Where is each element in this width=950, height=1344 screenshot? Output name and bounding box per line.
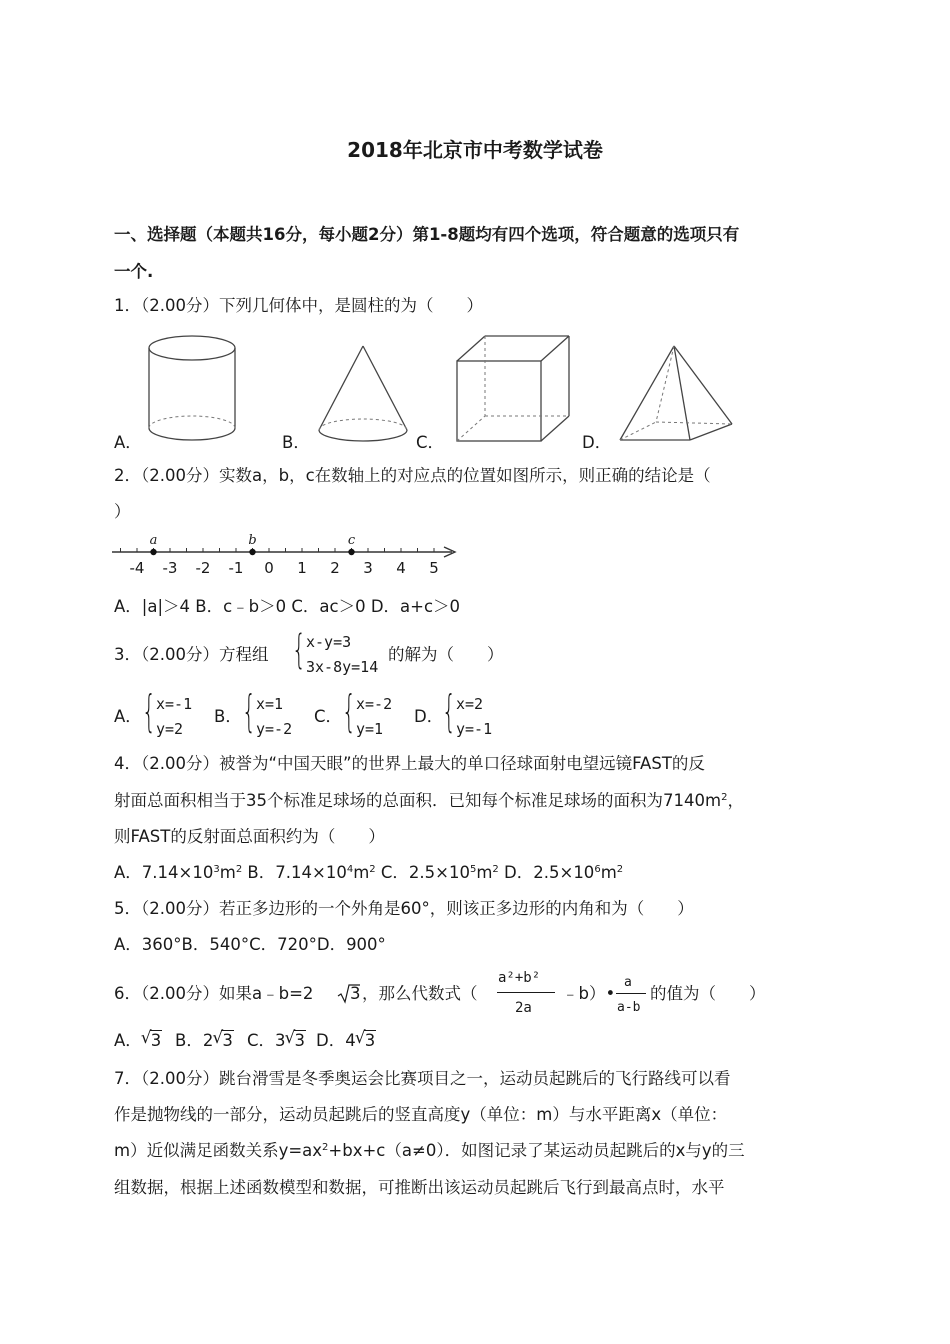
number-line-tick-label: -3 — [162, 559, 178, 577]
q3-option-b-label: B． — [214, 707, 242, 726]
q6-mid: ，那么代数式（ — [362, 984, 478, 1003]
q6-frac2-numerator: a — [624, 975, 632, 990]
q6-frac2-denominator: a-b — [617, 1000, 641, 1015]
q4-line3: 则FAST的反射面总面积约为（ ） — [114, 827, 385, 846]
q3-option-c-line2: y=1 — [356, 720, 384, 738]
q3-option-a-label: A． — [114, 707, 142, 726]
q2-options: A．|a|＞4 B．c﹣b＞0 C．ac＞0 D．a+c＞0 — [114, 597, 461, 616]
page-title: 2018年北京市中考数学试卷 — [347, 138, 603, 162]
q1-option-a-label: A． — [114, 433, 142, 452]
number-line-tick-label: -2 — [195, 559, 211, 577]
q6-frac-denominator: 2a — [515, 1000, 532, 1016]
q7-line4: 组数据，根据上述函数模型和数据，可推断出该运动员起跳后飞行到最高点时，水平 — [114, 1178, 725, 1197]
q6-fraction-bar — [497, 992, 555, 993]
cylinder-figure — [146, 334, 238, 446]
q6-option-b: B．2 √ 3 — [175, 1028, 233, 1050]
q5-stem: 5．（2.00分）若正多边形的一个外角是60°，则该正多边形的内角和为（ ） — [114, 899, 694, 918]
q3-eq2: 3x-8y=14 — [306, 658, 379, 676]
number-line-figure — [112, 532, 462, 580]
q6-option-c: C．3 √ 3 — [247, 1028, 306, 1050]
number-line-tick-label: 5 — [429, 559, 439, 577]
number-line-tick-label: 4 — [396, 559, 406, 577]
q6-option-a: A． √ 3 — [114, 1028, 162, 1050]
cube-figure — [454, 334, 574, 444]
q3-option-d-brace: { — [442, 686, 456, 737]
number-line-tick-label: 1 — [297, 559, 307, 577]
number-line-point-c — [348, 549, 354, 555]
q2-stem-line1: 2．（2.00分）实数a，b，c在数轴上的对应点的位置如图所示，则正确的结论是（ — [114, 466, 711, 485]
q3-option-a-brace: { — [142, 686, 156, 737]
q4-line1: 4．（2.00分）被誉为“中国天眼”的世界上最大的单口径球面射电望远镜FAST的反 — [114, 754, 705, 773]
q7-line1: 7．（2.00分）跳台滑雪是冬季奥运会比赛项目之一，运动员起跳后的飞行路线可以看 — [114, 1069, 731, 1088]
q3-suffix: 的解为（ ） — [388, 645, 504, 664]
q1-option-c-label: C． — [416, 433, 445, 452]
q6-fraction2-bar — [616, 993, 646, 994]
q4-options: A．$7.14\times 10^3m^2$ B．$7.14\times 10^4m^2$ C．$2.5\times 10^5m^2$ D．$2.5\times 10^6m^2$ — [114, 863, 624, 882]
section-heading-line1: 一、选择题（本题共16分，每小题2分）第1-8题均有四个选项，符合题意的选项只有 — [114, 225, 740, 244]
q3-option-c-brace: { — [342, 686, 356, 737]
q2-stem-line2: ） — [114, 502, 131, 521]
q3-option-c-label: C． — [314, 707, 343, 726]
q3-prefix: 3．（2.00分）方程组 — [114, 645, 269, 664]
number-line-point-label-b: b — [248, 533, 257, 548]
q4-line2: 射面总面积相当于35个标准足球场的总面积．已知每个标准足球场的面积为$7140m^2$， — [114, 791, 744, 810]
q7-line3: m）近似满足函数关系$y=ax^2+bx+c(a\ne 0)$．如图记录了某运动员起跳后的x与y的三 — [114, 1141, 745, 1160]
q6-option-d: D．4 √ 3 — [316, 1028, 376, 1050]
q6-frac-numerator: a²+b² — [498, 970, 541, 986]
q3-brace: { — [292, 627, 306, 673]
section-heading-line2: 一个. — [114, 262, 154, 281]
q3-option-d-label: D． — [414, 707, 444, 726]
q7-line2: 作是抛物线的一部分，运动员起跳后的竖直高度y（单位：m）与水平距离x（单位： — [114, 1105, 728, 1124]
number-line-point-a — [150, 549, 156, 555]
number-line-point-label-a: a — [149, 533, 158, 548]
q1-option-d-label: D． — [582, 433, 612, 452]
pyramid-figure — [618, 344, 736, 444]
number-line-tick-label: 2 — [330, 559, 340, 577]
number-line-point-b — [249, 549, 255, 555]
q3-option-c-line1: x=-2 — [356, 695, 393, 713]
q3-option-b-brace: { — [242, 686, 256, 737]
q3-option-d-line2: y=-1 — [456, 720, 493, 738]
q3-option-a-line1: x=-1 — [156, 695, 193, 713]
q3-option-d-line1: x=2 — [456, 695, 484, 713]
number-line-tick-label: 3 — [363, 559, 373, 577]
number-line-tick-label: 0 — [264, 559, 274, 577]
q3-option-b-line2: y=-2 — [256, 720, 293, 738]
q3-eq1: x-y=3 — [306, 633, 352, 651]
q6-prefix: 6．（2.00分）如果a﹣b=2 — [114, 984, 314, 1003]
q1-stem: 1．（2.00分）下列几何体中，是圆柱的为（ ） — [114, 296, 483, 315]
cone-figure — [316, 344, 410, 446]
number-line-point-label-c: c — [347, 533, 356, 548]
q6-suffix: 的值为（ ） — [650, 984, 766, 1003]
q6-radicand: 3 — [350, 984, 361, 1003]
number-line-tick-label: -1 — [228, 559, 244, 577]
number-line-tick-label: -4 — [129, 559, 145, 577]
q3-option-b-line1: x=1 — [256, 695, 284, 713]
q5-options: A．360°B．540°C．720°D．900° — [114, 935, 386, 954]
q3-option-a-line2: y=2 — [156, 720, 184, 738]
q6-after-fraction: ﹣b）• — [562, 984, 616, 1003]
q1-option-b-label: B． — [282, 433, 310, 452]
